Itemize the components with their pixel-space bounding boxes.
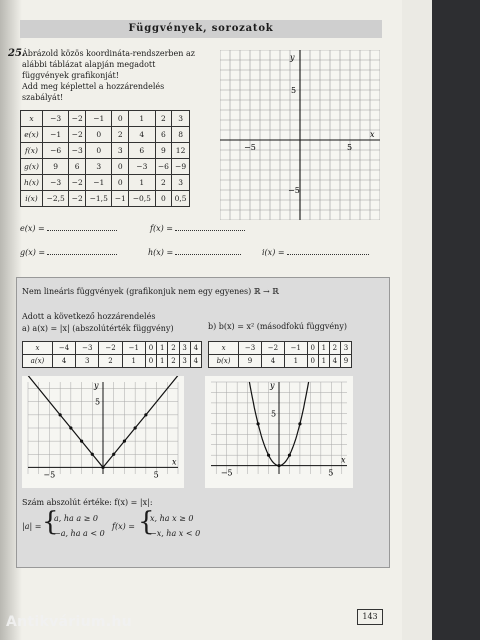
table-cell: 2 (168, 342, 179, 355)
table-cell: 4 (329, 355, 340, 368)
table-cell: 8 (172, 127, 190, 143)
table-cell: −3 (76, 342, 99, 355)
data-point (288, 454, 291, 457)
table-cell: 6 (129, 143, 155, 159)
fill-e (20, 222, 117, 233)
fill-i-blank[interactable] (287, 246, 369, 255)
fill-e-label: e(x) = (20, 224, 45, 233)
table-cell: 9 (155, 143, 172, 159)
y-axis-label: y (290, 53, 295, 62)
empty-coordinate-grid (220, 50, 380, 220)
row-header-cell: a(x) (23, 355, 53, 368)
data-point (267, 454, 270, 457)
values-table (20, 110, 190, 207)
data-point (91, 453, 94, 456)
row-header-cell: e(x) (21, 127, 43, 143)
table-cell: 0 (112, 111, 129, 127)
table-cell: 0 (86, 143, 112, 159)
table-cell: −1 (112, 191, 129, 207)
table-cell: 2 (329, 342, 340, 355)
square-function-label: b) b(x) = x² (másodfokú függvény) (208, 322, 347, 331)
table-row (21, 159, 190, 175)
table-cell: −1 (122, 342, 145, 355)
x-tick-label: −5 (244, 143, 256, 152)
page-number: 143 (357, 609, 383, 625)
f-lhs: f(x) = (112, 522, 135, 531)
table-cell: 1 (318, 355, 329, 368)
square-table-row (209, 355, 352, 368)
table-cell: −2 (69, 127, 86, 143)
data-point (80, 440, 83, 443)
table-cell: −1 (86, 175, 112, 191)
square-table-row (209, 342, 352, 355)
abs-case-2: −a, ha a < 0 (54, 529, 105, 538)
table-cell: 2 (155, 175, 172, 191)
row-header-cell: x (23, 342, 53, 355)
abs-case-1: a, ha a ≥ 0 (54, 514, 98, 523)
brace-1: { (42, 507, 59, 537)
x-axis-label: x (370, 130, 375, 139)
fill-g-label: g(x) = (20, 248, 46, 257)
table-cell: −9 (172, 159, 190, 175)
square-function-plot (205, 376, 353, 488)
table-cell: −0,5 (129, 191, 155, 207)
fill-g-blank[interactable] (47, 246, 117, 255)
table-cell: 4 (129, 127, 155, 143)
table-cell: 4 (190, 355, 201, 368)
table-cell: 2 (155, 111, 172, 127)
fill-g (20, 246, 117, 257)
table-cell: −2 (69, 175, 86, 191)
fill-e-blank[interactable] (47, 222, 117, 231)
table-cell: 6 (69, 159, 86, 175)
table-cell: −2 (261, 342, 284, 355)
exercise-number: 25. (8, 48, 26, 59)
table-cell: −2 (99, 342, 122, 355)
data-point (144, 413, 147, 416)
data-point (134, 426, 137, 429)
square-values-table (208, 341, 352, 368)
table-cell: 3 (179, 355, 190, 368)
table-cell: 3 (340, 342, 351, 355)
f-case-2: −x, ha x < 0 (150, 529, 201, 538)
abs-table-row (23, 342, 202, 355)
data-point (256, 422, 259, 425)
table-cell: 9 (239, 355, 262, 368)
y-tick-label: 5 (95, 397, 101, 407)
table-cell: 0 (145, 355, 156, 368)
x-tick-label: −5 (43, 470, 56, 480)
exercise-instruction-2: Add meg képlettel a hozzárendelés szabályát! (22, 82, 165, 102)
table-row (21, 143, 190, 159)
table-cell: −3 (69, 143, 86, 159)
fill-f (150, 222, 245, 233)
table-cell: 3 (86, 159, 112, 175)
y-axis-label: y (270, 381, 275, 390)
row-header-cell: i(x) (21, 191, 43, 207)
y-axis-label: y (94, 381, 99, 390)
table-cell: 4 (52, 355, 75, 368)
table-cell: −4 (52, 342, 75, 355)
table-cell: 12 (172, 143, 190, 159)
page-edge (402, 0, 432, 640)
fill-f-label: f(x) = (150, 224, 173, 233)
table-row (21, 111, 190, 127)
abs-function-plot (22, 376, 184, 488)
table-cell: 1 (157, 342, 168, 355)
y-tick-label: −5 (288, 186, 300, 195)
row-header-cell: g(x) (21, 159, 43, 175)
table-cell: −3 (129, 159, 155, 175)
table-cell: 3 (172, 175, 190, 191)
table-cell: 2 (112, 127, 129, 143)
fill-i (262, 246, 369, 257)
table-cell: −3 (42, 111, 68, 127)
table-cell: 1 (129, 175, 155, 191)
table-cell: −2 (69, 191, 86, 207)
fill-h-blank[interactable] (175, 246, 241, 255)
table-cell: −3 (239, 342, 262, 355)
table-cell: 0 (112, 175, 129, 191)
table-cell: 1 (157, 355, 168, 368)
fill-h (148, 246, 241, 257)
info-box-title: Nem lineáris függvények (grafikonjuk nem egy egyenes) ℝ → ℝ (22, 287, 279, 296)
table-row (21, 127, 190, 143)
table-cell: 0,5 (172, 191, 190, 207)
data-point (101, 466, 104, 469)
table-cell: −6 (42, 143, 68, 159)
x-tick-label: 5 (347, 143, 353, 152)
y-tick-label: 5 (271, 409, 277, 419)
abs-table-row (23, 355, 202, 368)
abs-function-label: a) a(x) = |x| (abszolútérték függvény) (22, 324, 174, 333)
fill-h-label: h(x) = (148, 248, 174, 257)
table-cell: 9 (42, 159, 68, 175)
table-cell: 4 (190, 342, 201, 355)
table-cell: −6 (155, 159, 172, 175)
x-axis-label: x (341, 455, 346, 465)
x-tick-label: 5 (328, 468, 334, 478)
table-cell: −2 (69, 111, 86, 127)
table-cell: 0 (86, 127, 112, 143)
data-point (69, 426, 72, 429)
abs-values-table (22, 341, 202, 368)
data-point (59, 413, 62, 416)
brace-2: { (138, 507, 155, 537)
table-cell: 0 (145, 342, 156, 355)
data-point (277, 464, 280, 467)
table-cell: 0 (155, 191, 172, 207)
table-cell: −2,5 (42, 191, 68, 207)
table-cell: −1 (284, 342, 307, 355)
background-edge (432, 0, 480, 640)
row-header-cell: x (209, 342, 239, 355)
fill-f-blank[interactable] (175, 222, 245, 231)
table-cell: 3 (179, 342, 190, 355)
abs-lhs: |a| = (22, 522, 42, 531)
table-cell: 4 (261, 355, 284, 368)
data-point (298, 422, 301, 425)
table-cell: −1,5 (86, 191, 112, 207)
data-point (112, 453, 115, 456)
table-cell: 3 (172, 111, 190, 127)
row-header-cell: b(x) (209, 355, 239, 368)
x-axis-label: x (172, 457, 177, 467)
table-cell: 6 (155, 127, 172, 143)
intro-text: Adott a következő hozzárendelés (22, 312, 156, 321)
exercise-text (22, 48, 204, 103)
table-cell: −3 (42, 175, 68, 191)
row-header-cell: h(x) (21, 175, 43, 191)
x-tick-label: 5 (153, 470, 159, 480)
data-point (123, 440, 126, 443)
table-cell: 0 (307, 342, 318, 355)
table-cell: 0 (307, 355, 318, 368)
page-header-title: Függvények, sorozatok (128, 23, 274, 34)
watermark: Antikvárium.hu (6, 614, 132, 630)
row-header-cell: x (21, 111, 43, 127)
info-box-intro (22, 311, 174, 335)
exercise-instruction: Ábrázold közös koordináta-rendszerben az alábbi táblázat alapján megadott függvények grafikonját! (22, 49, 195, 80)
x-tick-label: −5 (220, 468, 233, 478)
table-cell: 2 (99, 355, 122, 368)
table-cell: 1 (284, 355, 307, 368)
table-cell: 3 (76, 355, 99, 368)
table-cell: −1 (86, 111, 112, 127)
f-case-1: x, ha x ≥ 0 (150, 514, 194, 523)
table-cell: 9 (340, 355, 351, 368)
table-cell: 1 (122, 355, 145, 368)
table-cell: 0 (112, 159, 129, 175)
table-row (21, 175, 190, 191)
table-row (21, 191, 190, 207)
table-cell: 1 (318, 342, 329, 355)
table-cell: 1 (129, 111, 155, 127)
fill-i-label: i(x) = (262, 248, 285, 257)
y-tick-label: 5 (291, 86, 297, 95)
table-cell: −1 (42, 127, 68, 143)
row-header-cell: f(x) (21, 143, 43, 159)
table-cell: 3 (112, 143, 129, 159)
abs-definition-title: Szám abszolút értéke: f(x) = |x|: (22, 498, 153, 507)
table-cell: 2 (168, 355, 179, 368)
